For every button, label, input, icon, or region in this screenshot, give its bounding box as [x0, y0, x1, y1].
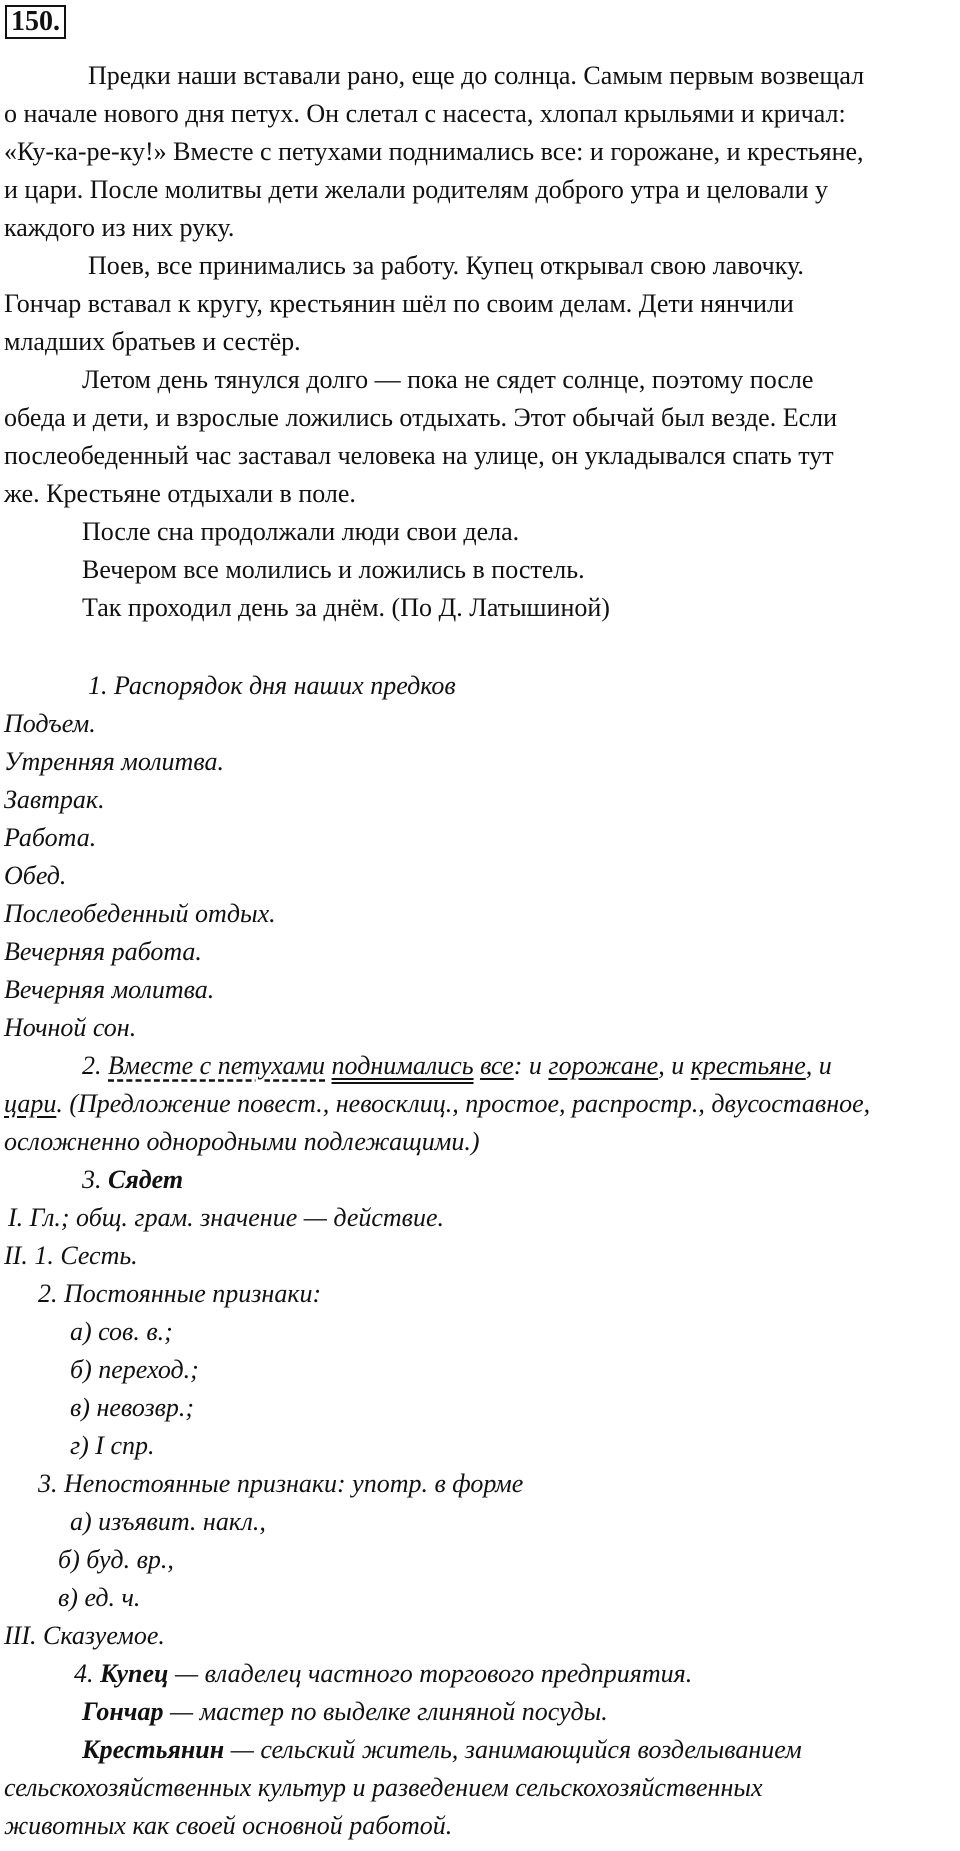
- list-item: Вечерняя работа.: [4, 937, 202, 966]
- list-item: Послеобеденный отдых.: [4, 899, 276, 928]
- definition-line: [82, 1731, 802, 1769]
- definition-term: Купец: [100, 1659, 169, 1688]
- list-item: Обед.: [4, 861, 67, 890]
- analysis-line: III. Сказуемое.: [4, 1621, 165, 1650]
- analysis-line: в) ед. ч.: [58, 1583, 141, 1612]
- task2-note: осложненно однородными подлежащими.): [4, 1127, 480, 1156]
- text-line: Гончар вставал к кругу, крестьянин шёл по своим делам. Дети нянчили: [4, 289, 794, 318]
- text-line: же. Крестьяне отдыхали в поле.: [4, 479, 356, 508]
- definition-continuation: сельскохозяйственных культур и разведением сельскохозяйственных: [4, 1773, 763, 1802]
- list-item: Вечерняя молитва.: [4, 975, 215, 1004]
- text-line: «Ку-ка-ре-ку!» Вместе с петухами поднимались все: и горожане, и крестьяне,: [4, 137, 864, 166]
- list-item: Завтрак.: [4, 785, 105, 814]
- task3-heading: [82, 1161, 183, 1199]
- analysis-line: б) переход.;: [70, 1355, 199, 1384]
- punctuation: , и: [658, 1051, 691, 1080]
- analysis-line: 3. Непостоянные признаки: употр. в форме: [38, 1469, 524, 1498]
- text-line: Вечером все молились и ложились в постель.: [82, 555, 585, 584]
- subject-word: горожане: [548, 1051, 659, 1080]
- punctuation: .: [56, 1089, 63, 1118]
- list-item: Работа.: [4, 823, 97, 852]
- punctuation: , и: [805, 1051, 832, 1080]
- text-line: Поев, все принимались за работу. Купец открывал свою лавочку.: [88, 251, 804, 280]
- subject-word: крестьяне: [690, 1051, 806, 1080]
- analysis-line: в) невозвр.;: [70, 1393, 195, 1422]
- analysis-line: а) изъявит. накл.,: [70, 1507, 266, 1536]
- text-line: о начале нового дня петух. Он слетал с насеста, хлопал крыльями и кричал:: [4, 99, 846, 128]
- task1-heading: 1. Распорядок дня наших предков: [88, 671, 456, 700]
- task2-note-line: [4, 1085, 870, 1123]
- analysis-line: г) I спр.: [70, 1431, 155, 1460]
- text-line: Предки наши вставали рано, еще до солнца. Самым первым возвещал: [88, 61, 865, 90]
- analysis-line: II. 1. Сесть.: [4, 1241, 138, 1270]
- definition-term: Гончар: [82, 1697, 164, 1726]
- task2-note: (Предложение повест., невосклиц., простое, распростр., двусоставное,: [69, 1089, 871, 1118]
- adverbial-phrase: Вместе с петухами: [108, 1051, 326, 1080]
- definition-text: — сельский житель, занимающийся возделыванием: [224, 1735, 802, 1764]
- list-item: Подъем.: [4, 709, 96, 738]
- predicate-word: поднимались: [331, 1051, 474, 1080]
- text-line: Так проходил день за днём. (По Д. Латышиной): [82, 593, 610, 622]
- text-line: Летом день тянулся долго — пока не сядет солнце, поэтому после: [82, 365, 814, 394]
- subject-word: цари: [4, 1089, 57, 1118]
- punctuation: : и: [513, 1051, 549, 1080]
- analysis-line: б) буд. вр.,: [58, 1545, 174, 1574]
- text-line: обеда и дети, и взрослые ложились отдыхать. Этот обычай был везде. Если: [4, 403, 838, 432]
- text-line: послеобеденный час заставал человека на улице, он укладывался спать тут: [4, 441, 834, 470]
- task3-word: Сядет: [108, 1165, 184, 1194]
- text-line: каждого из них руку.: [4, 213, 235, 242]
- task3-number: 3.: [82, 1165, 102, 1194]
- definition-line: [74, 1655, 692, 1693]
- text-line: и цари. После молитвы дети желали родителям доброго утра и целовали у: [4, 175, 829, 204]
- text-line: После сна продолжали люди свои дела.: [82, 517, 520, 546]
- analysis-line: 2. Постоянные признаки:: [38, 1279, 322, 1308]
- definition-continuation: животных как своей основной работой.: [4, 1811, 453, 1840]
- definition-line: [82, 1693, 608, 1731]
- task2-number: 2.: [82, 1051, 102, 1080]
- list-item: Утренняя молитва.: [4, 747, 224, 776]
- list-item: Ночной сон.: [4, 1013, 137, 1042]
- definition-text: — владелец частного торгового предприятия.: [168, 1659, 693, 1688]
- task4-number: 4.: [74, 1659, 94, 1688]
- exercise-number: 150.: [5, 5, 66, 39]
- definition-text: — мастер по выделке глиняной посуды.: [163, 1697, 608, 1726]
- analysis-line: I. Гл.; общ. грам. значение — действие.: [8, 1203, 445, 1232]
- text-line: младших братьев и сестёр.: [4, 327, 301, 356]
- subject-word: все: [480, 1051, 514, 1080]
- task2-sentence: [82, 1047, 832, 1085]
- definition-term: Крестьянин: [82, 1735, 225, 1764]
- analysis-line: а) сов. в.;: [70, 1317, 173, 1346]
